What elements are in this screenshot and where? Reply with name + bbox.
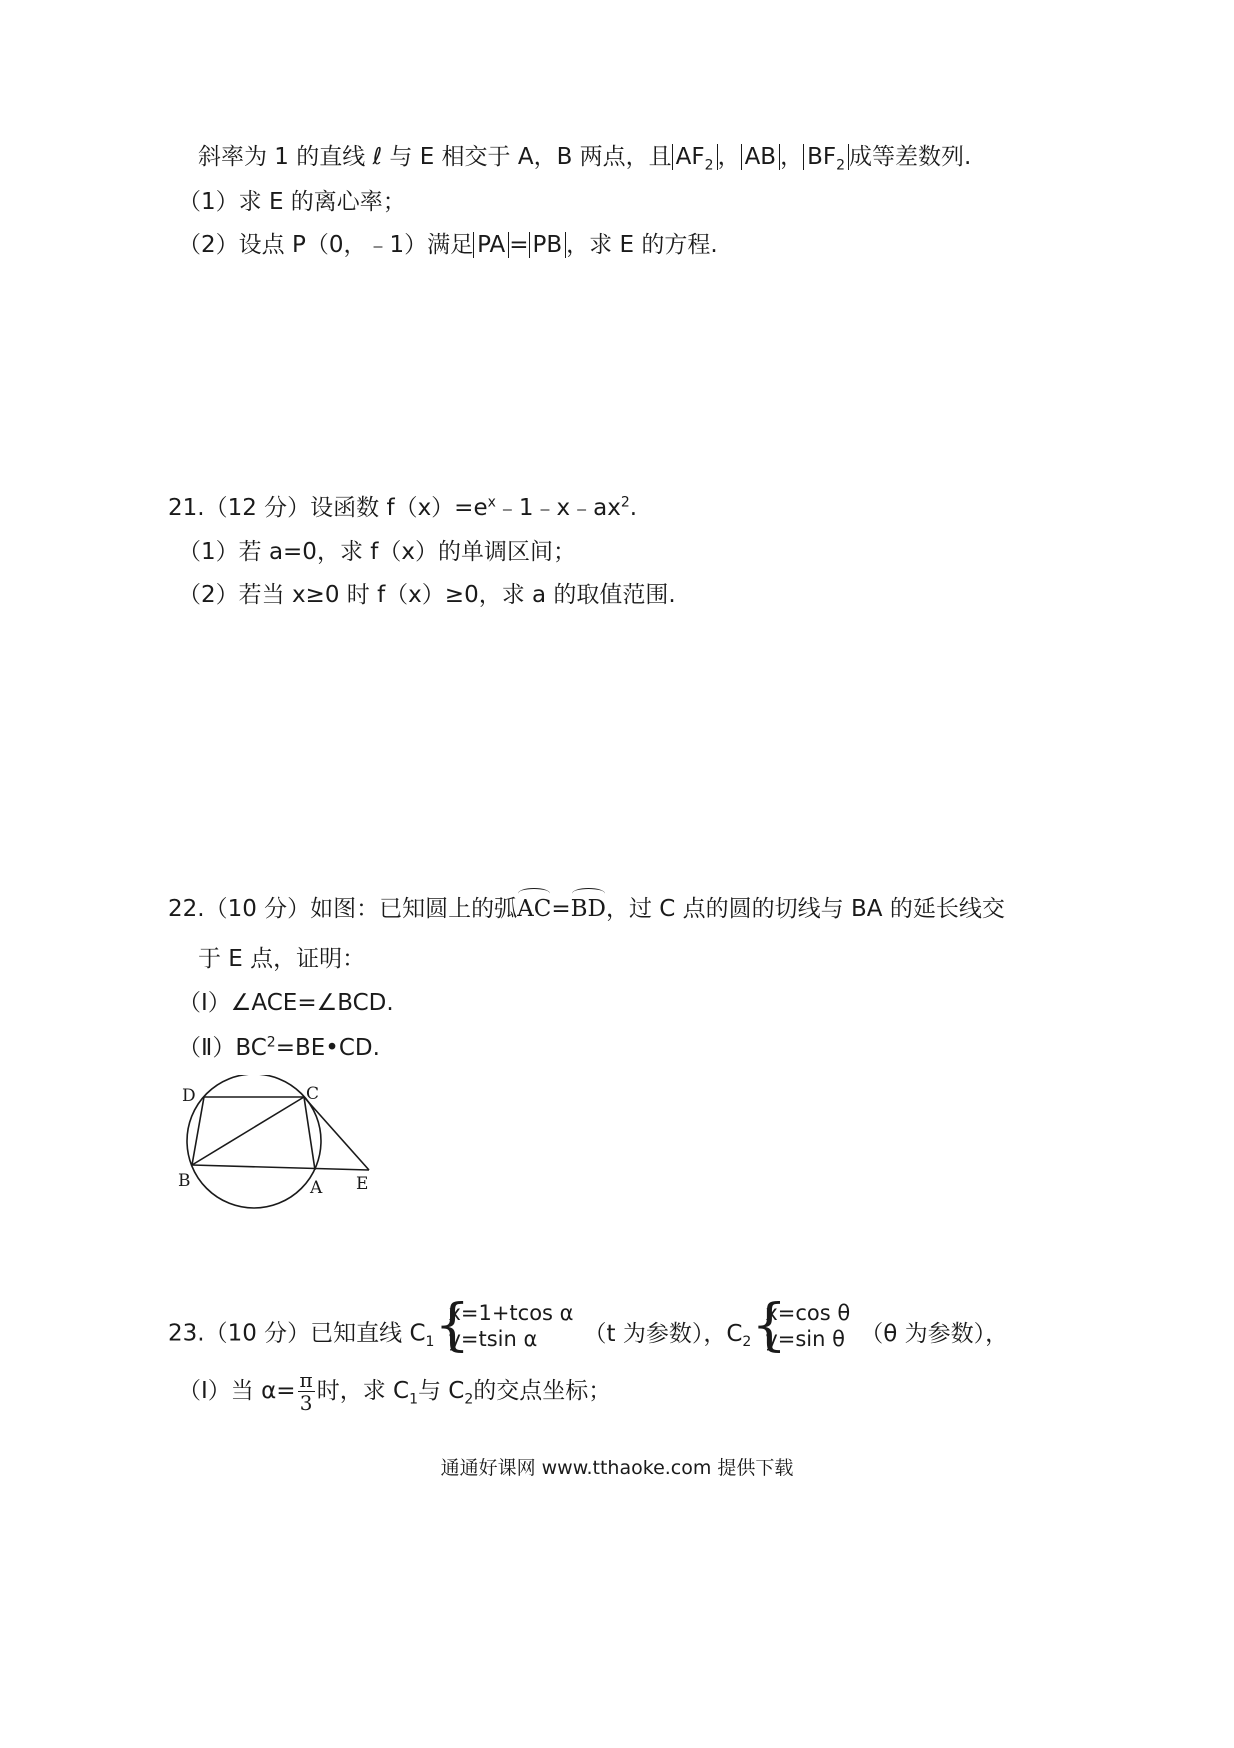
brace-icon: { [751,1293,787,1358]
q21-heading: 21.（12 分）设函数 $f(x)=e^x﹣1﹣x﹣ax^2$. [168,494,638,521]
q20-text-b: 成等差数列. [849,144,972,170]
label-d: D [182,1086,196,1106]
footer-credit: 通通好课网 www.tthaoke.com 提供下载 [440,1457,794,1479]
label-a: A [310,1178,323,1198]
q20-part1: （1）求 E 的离心率； [178,189,406,215]
fraction-pi-over-3: $\frac{\pi}{3}$ [299,1368,313,1415]
figure-circle [187,1075,321,1208]
q20-text-a: 斜率为 1 的直线 ℓ 与 E 相交于 A，B 两点，且 [198,144,672,170]
label-b: B [178,1171,191,1191]
q23-heading: 23.（10 分）已知直线 $C_1$ { x=1+tcos α y=tsin α （t 为参数），$C_2$ { x=cos θ y=sin θ （θ 为参数）， [168,1300,1008,1368]
q22-part1: （Ⅰ）∠ACE=∠BCD. [178,990,394,1016]
brace-icon: { [434,1293,471,1358]
arc-bd: BD [570,896,606,922]
label-c: C [306,1084,320,1104]
label-e: E [356,1174,369,1194]
q20-line1: 斜率为 1 的直线 ℓ 与 E 相交于 A，B 两点，且 $AF_2$ ， AB ， $BF_2$ 成等差数列. [198,144,972,174]
arc-ac: AC [517,896,552,922]
abs-af2: $AF_2$ [672,144,718,170]
system-c2: { x=cos θ y=sin θ [751,1293,851,1358]
q22-heading-line2: 于 E 点，证明： [198,946,366,972]
abs-pb: PB [529,232,567,258]
q21-part1: （1）若 a=0，求 f（x）的单调区间； [178,539,576,565]
q22-part2: $(Ⅱ)BC^2=BE•CD$. [178,1034,380,1061]
system-c1: { x=1+tcos α y=tsin α [434,1293,574,1358]
q22-heading: 22.（10 分）如图：已知圆上的弧AC=BD，过 C 点的圆的切线与 BA 的延长线交 [168,896,1005,922]
q23-part1: （Ⅰ）当 α= $\frac{\pi}{3}$ 时，求 $C_1$与 $C_2$的交点坐标； [178,1368,612,1415]
abs-ab: AB [741,144,781,170]
abs-bf2: $BF_2$ [803,144,849,170]
q20-part2: （2）设点 P（0，﹣1）满足 PA = PB ，求 E 的方程. [178,232,718,258]
abs-pa: PA [473,232,509,258]
circle-figure [170,1075,385,1215]
chord-db [192,1097,204,1165]
q21-part2: （2）若当 x≥0 时 f（x）≥0，求 a 的取值范围. [178,582,676,608]
line-be [192,1165,369,1170]
chord-bc [192,1097,304,1165]
